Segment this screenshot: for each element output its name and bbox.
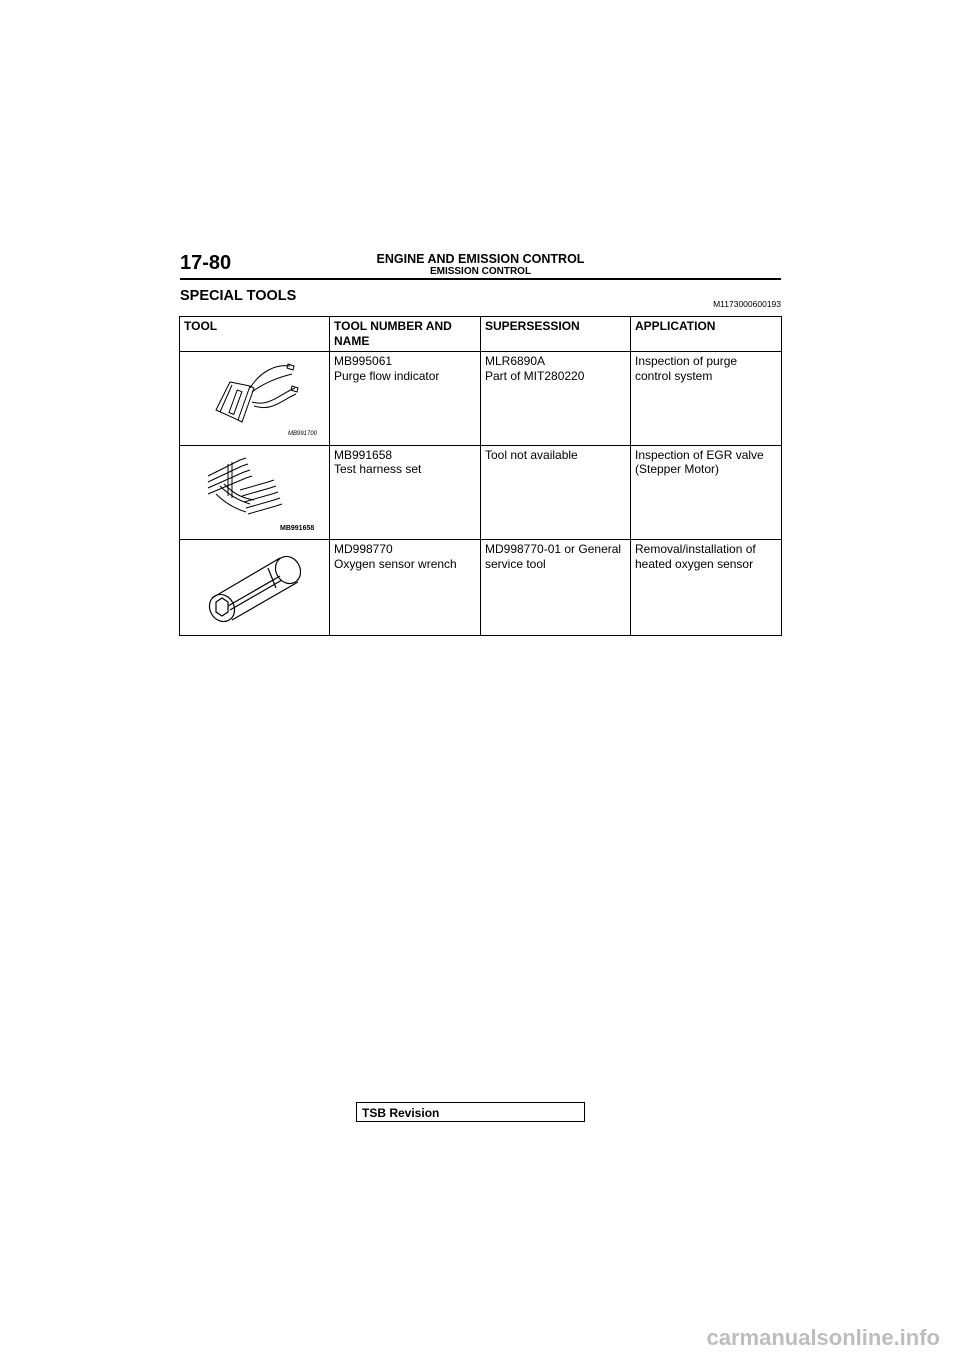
column-header-tool: TOOL [180, 317, 330, 352]
supersession-line-1: MLR6890A [485, 354, 546, 368]
page-heading: SPECIAL TOOLS [180, 288, 297, 304]
application-cell [631, 445, 782, 540]
supersession-line-1: MD998770-01 or General [485, 542, 622, 556]
application-line-2: heated oxygen sensor [635, 556, 754, 571]
supersession-line-2: Part of MIT280220 [485, 368, 585, 383]
tool-number: MB991658 [334, 447, 393, 462]
tool-number-cell [330, 352, 481, 446]
tool-number-cell [330, 445, 481, 540]
tool-number-cell [330, 540, 481, 636]
column-header-number-name: TOOL NUMBER AND NAME [330, 317, 481, 352]
application-line-1: Removal/installation of [635, 542, 756, 556]
tool-number: MB995061 [334, 354, 393, 368]
supersession-cell [481, 540, 631, 636]
header-rule [180, 278, 781, 280]
oxygen-sensor-wrench-icon [180, 540, 330, 631]
tsb-revision-box: TSB Revision [356, 1102, 585, 1122]
tool-image-label: MB991658 [280, 524, 315, 532]
tool-image-cell [180, 540, 330, 636]
supersession-line-1: Tool not available [485, 447, 578, 462]
application-line-2: (Stepper Motor) [635, 462, 720, 476]
purge-flow-indicator-icon [180, 352, 330, 441]
document-code: M1173000600193 [713, 299, 781, 309]
tool-name: Purge flow indicator [334, 368, 440, 383]
test-harness-icon [180, 446, 330, 536]
page-header [180, 250, 781, 280]
application-line-2: control system [635, 368, 713, 383]
supersession-cell [481, 445, 631, 540]
tool-image-label: MB991700 [288, 431, 318, 437]
table-row [180, 352, 782, 446]
section-title: ENGINE AND EMISSION CONTROL [376, 252, 585, 266]
tool-name: Test harness set [334, 462, 422, 476]
table-row [180, 445, 782, 540]
section-subtitle: EMISSION CONTROL [429, 266, 532, 277]
application-line-1: Inspection of EGR valve [635, 447, 764, 462]
supersession-line-2: service tool [485, 556, 546, 571]
special-tools-table [179, 316, 782, 636]
application-cell [631, 540, 782, 636]
tool-image-cell [180, 445, 330, 540]
supersession-cell [481, 352, 631, 446]
application-cell [631, 352, 782, 446]
tool-number: MD998770 [334, 542, 393, 556]
tool-image-cell [180, 352, 330, 446]
table-header-row [180, 317, 782, 352]
page-number: 17-80 [180, 252, 232, 274]
watermark: carmanualsonline.info [706, 1325, 940, 1350]
table-row [180, 540, 782, 636]
application-line-1: Inspection of purge [635, 354, 738, 368]
column-header-application: APPLICATION [631, 317, 782, 352]
column-header-supersession: SUPERSESSION [481, 317, 631, 352]
tool-name: Oxygen sensor wrench [334, 556, 457, 571]
